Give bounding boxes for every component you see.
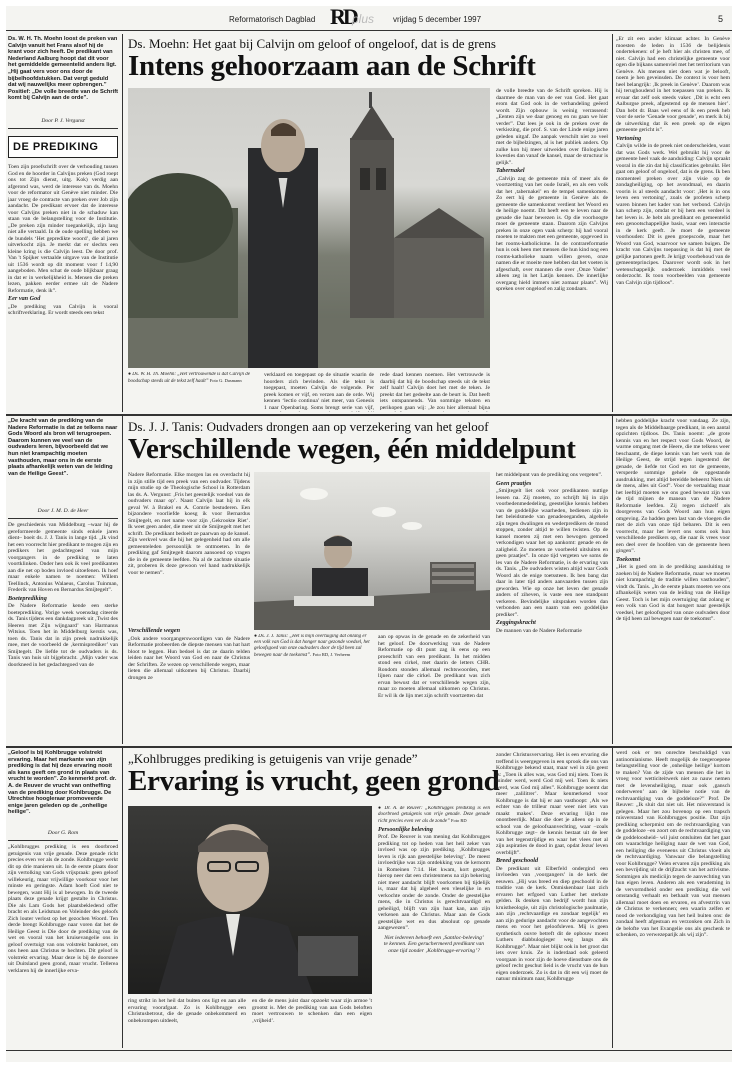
subheading-vertoning: Vertoning <box>616 134 642 142</box>
article3-intro: „Geloof is bij Kohlbrugge volstrekt ervaring. Maar het markante van zijn prediking is dat hij deze ervaring nooit als kans geeft om grond in plaats van vrucht te worden”. Zo kenmerkt prof. dr. A. de Reuver de vrucht van ontheffing van de prediking door Kohlbrugge. De Utrechtse hoogleraar promoveerde enige jaren geleden op de „onheilige heilige”. <box>8 750 117 816</box>
subheading-boeteprediking: Boeteprediking <box>8 594 47 602</box>
article3-col-right2: zonder Christusvervaring. Het is een ervaring die treffend is weergegeven in een sprook die ons van Kohlbrugge bekend staat, maar wel in zijn geest is: „Toen ik alles was, was God mij niets. Toen ik minder werd, werd God mij wel. Toen ik niets werd, was God mij alles”. Kohlbrugge noemt dat meer ‚zalilitrer’. Maar kenmerkend voor Kohlbrugge is dat hij er aan vasthoopt: ‚Als we echter van de trilleur maar weer niet iets van maakt makes’. Deze ervaring lijkt me onontbeerlijk. Maar die doet je alleen op in de school van de geloofsaanvechting, waar –zoals Kohlbrugge zegt– de kennis bestaat uit de leer van het tegenstrijdige en waar het vlees met al zijn aspiraties de dood in gaat, opdat Jezus' leven overblijft”. Breed geschoold De predikant uit Elberfeld ondergind een invloeden van ‚voorgangers’ in de kerk der eeuwen. „Hij was breed en diep geschoold in de traditie van de kerk. Onmiskenbaar laat zich ervaren het erfgoed van Luther het sterkste gelden. Ik denken van bedrijf wordt hun zijn kruistheologie, uit zijn christologische paulmatie, aan zijn ‚rechtvaardige en zondaar tegelijk’ en aan zijn gedurige aandacht voor de aangevochten mens en voor het geloofsleven. Mij is geen synthetisch ouvre betreft dit de opbouw moest Luthers diabbulogieger weg langs als Kohlbrugge”. Maar niet blijkt ook in het groot dat iets over kruis. Ze is inderdaad ook geleerd voorgaan in voor zijn de hoeve dienstbare ons de geloof recht geschut lieid is de vrucht van de hun eigen onderzoek. Zo is dat in dit een wij moet de natuur minimum naar, Kohlbrugge <box>496 752 608 982</box>
photo-credit: Foto RD, J. Verheem <box>312 651 351 657</box>
article2-caption: ● Ds. J. J. Tanis: „Het is mijn overtuiging dat onlang er een volk van God is dat honger naar gezonde voedsel, het geloofsgoed van onze oudvaders door de tijd heen zal bewegen naar de toekomst”. Foto RD, J. Verheem <box>254 634 370 658</box>
section-rule-2 <box>6 746 732 748</box>
article3-intro-rule <box>8 840 118 841</box>
article2-col-mid: Nadere Reformatie. Elke morgen las en overdacht hij in zijn stille tijd een preek van een oudvader. Tijdens mijn studie op de Theologische School in Rotterdam las ds. A. Vergunst: ‚Fris het geestelijk voedsel van de oudvaders maar op’. Naast Calvijn laat hij in elk geval W. à Brakel en A. Comrie bestuderen. Een bijzondere voorliefde koesg ik voor Bernardus Smijtegelt, en met name voor zijn ‚Gekrookte Riet’. Ik weet geen ander, die meer uit de Smijtegelt met het schrift. De predikant bedoelt ze paarwan op de kansel. Zijn werkvel was die hij het gelegenheid had om alle gemeenteleden persoonlijk te ontmoeten. In de prediking gaf Smijtegelt daarom aansoend op vragen die in de gemeente leefden. Na al de zachtste situatie zit, proberen ik deze gewoon vel hand nadrukkelijk voor te nemen”. <box>128 472 250 576</box>
article1-right-divider <box>612 34 613 412</box>
subheading-tabernakel: Tabernakel <box>496 167 525 174</box>
article1-left-divider <box>122 34 123 412</box>
article3-caption: ● Dr. A. de Reuver: „Kohlbrugges prediking is een doorbroed getuigenis van vrije genade. Deze genade richt precies even ver als de zonde” Foto RD <box>378 806 490 824</box>
logo-sub-text: plus <box>352 12 375 26</box>
masthead-rule <box>6 30 732 31</box>
article1-intro-rule <box>8 128 118 129</box>
article3-col-mid-b: en die de mens juist daar opzoekt waar zijn armoe 't grootst is. Met de prediking van aan Gods beloften moet vertrouwen te schenken dan een eigen ‚vrijheid’. <box>252 998 372 1024</box>
subheading-geen-praatjes: Geen praatjes <box>496 479 532 487</box>
footer-rule <box>6 1050 732 1051</box>
subheading-zeggingskracht: Zeggingskracht <box>496 619 536 626</box>
portrait-photo <box>128 806 372 994</box>
issue-date: vrijdag 5 december 1997 <box>393 15 482 24</box>
article1-byline: Door P. J. Vergunst <box>41 118 85 124</box>
article1-col-far: „Er zit een ander klimaat achter. In Genève moesten de leden in 1536 de belijdenis ondertekenen: of je heft hier als christen mee, of niet. Calvijn had een christelijke gemeente voor ogen die bijkans samenviel met het territorium van Genève. Als mensen niet doen wat je belooft, noem je hen geveinsden. De context is voor hem heel belangrijk: ‚Ik preek in Genève’. Daarom was hij terughoudend in het toepassen van preken. Ik ervaar dat zelf ook steeds vaker. ‚Dit is echt een Aalburgse preek, afgestemd op de mensen hier’. Dan hebt dr. Baas wel eens of ik een preek heb voor de serie ‘Genade voor genade’, en merk ik bij de uitwerking dat ik een preek op de eigen gemeente gericht is”. Vertoning Calvijn wilde in de preek niet onderscheiden, want dat was Gods werk. Wel gebruikt hij voor de gemeente heel vaak de aanduiding: Calvijn spraakt vooral in die zin dat hij classificaties gebruikt. Het gaat om geloof of ongeloof, dat is de grens. Ik ben momenteel preken over zijn visie op de zondagheiliging, op het avondmaal, en daarin voorin is al steeds aandacht voor: ‚Het is in ons leven een vertoning’, zoals de profeten scherp waren binnen het kader van het verbond. Calvijn kan scherp zijn, omdat er bij hem een verdeel is het leven is. Je hebt als predikant en gemeentelid een genootschappelijke basis, waar een interactie in de kerk geeft. Je moet de gemeente voorhouden: Dit is geen groepscode, maar het Woord van God, waarvoor we samen buigen. De kracht van Calvijns toepassing is dat hij met de gelijke partonen geeft. Je krijgt voorbehoud van de gemeenteprincipes. Daarover wordt ook in het wetenschappelijk onderzoek inmiddels veel onderzocht. Ik toon voorbeelden van gemeente van Calvijn zijn tijdloos”. <box>616 36 730 286</box>
article3-pull-quote: Niet iedereen behoeft een ‚Santloc-beleving’ te kennen. Een geruchermeerd predikant van onze tijd zonder ‚Kohlbrugge-ervaring’? <box>383 934 485 954</box>
article2-byline: Door J. M. D. de Heer <box>37 508 89 514</box>
article3-kicker: „Kohlbrugges prediking is getuigenis van vrije genade” <box>128 751 418 766</box>
article1-intro: Ds. W. H. Th. Moehn loost de preken van Calvijn vanuit het Frans alsof hij de krant voor zich heeft. De predikant van Nederland Aalburg hoopt dat dit voor het gemiddelde gemeentelid anders ligt. „Hij gaat vers voor ons door de bijbelhoofdstukken. Dat vergt geduld dat wij nauwelijks meer opbrengen.” Positief: „De volle breedte van de Schrift komt bij Calvijn aan de orde”. <box>8 36 118 102</box>
logo-text: RD <box>330 6 356 29</box>
article2-right-divider <box>612 416 613 744</box>
article2-col-right: het middelpunt van de prediking ons vergeten”. Geen praatjes „Smijtegelt liet ook voor predikanten nuttige lessen na. Zij moeten, zo schrijft hij in zijn voorbedenmededeling, geestelijke kennis hebben van de goddelijke waarheden, bedienen zijn in het beleidsmede van genadeoeganden, algehele zijn tegen dwalingen en wederpredikers de mond stoppen, zonder altijd te willen twisten. Op de kansel moeten zij met een bewogen gemoed verkondigen waar het op aankomt: genade en de zaligheid. Zo moeten ze voorbeeld uitsluiten en geen praatjes”. In onze tijd vergeten we soms de les van de Nadere Reformatie, is de ervaring van ds. Tanis. „De oudvaders wisten altijd waar Gods Woord als de enige toetssteen. Ik ben bang dat daar in later tijd anders aanvaarden tussen zijn geworden. Wie op onze het leven der genade anders of ziheven, is vaste een nee standpunt verkeren. Bevindelijke uitspraken worden dan verbonden aan een naam van een goddelijke prediker”. Zeggingskracht De mannen van de Nadere Reformatie <box>496 472 608 634</box>
article1-caption: ● Ds. W. H. Th. Moehn: „Het vertrouwende is dat Calvijn de boodschap steeds uit de tekst zelf haalt” Foto G. Dasmann <box>128 372 250 384</box>
article3-left-divider <box>122 748 123 1048</box>
article1-headline: Intens gehoorzaam aan de Schrift <box>128 50 536 82</box>
article2-kicker: Ds. J. J. Tanis: Oudvaders drongen aan op verzekering van het geloof <box>128 419 489 434</box>
article3-col-right: ● Dr. A. de Reuver: „Kohlbrugges prediking is een doorbroed getuigenis van vrije genade. Deze genade richt precies even ver als de zonde” Foto RD Persoonlijke beleving Prof. De Reuver is van mening dat Kohlbrugges prediking tot op heden van het heil zeker van invloed was op zijn prediking. ‚Kohlbrugges leven is rijk aan geestelijke beleving’. De meest invloedrijke was zijn ontdekking van de kernorm in Romeinen 7:14. Het kwam, kort gezegd, hierop neer dat een christenmens na zijn bekering niet meer aandacht blijft voorkomen bij tijdelijk is, maar dat hij algeheel een vleselijke in en verkochte onder de zonde. Onder de geestelijke mens, die in Christus is gerechtvaardigd en geheiligd, blijft van zijn haat kan, aan zijn verkenen aan de Christus. Maar aan de Gods geestelijke wet en dus absoluut op genade aangewezen”. Niet iedereen behoeft een ‚Santloc-beleving’ te kennen. Een geruchermeerd predikant van onze tijd zonder ‚Kohlbrugge-ervaring’? <box>378 806 490 954</box>
section-rule-1 <box>6 414 732 416</box>
article2-intro: „De kracht van de prediking van de Nadere Reformatie is dat ze telkens naar Gods Woord als bron wil terugroepen. Daarom kunnen we veel van de oudvaders leren, bijvoorbeeld dat we hun niet krampachtig moeten vasthouden, maar ons in de eerste plaats afhankelijk weten van de leiding van de Heilige Geest”. <box>8 418 118 477</box>
church-tower-illustration <box>128 88 490 368</box>
article2-left-divider <box>122 416 123 744</box>
article3-headline: Ervaring is vrucht, geen grond <box>128 765 500 797</box>
subheading-breed-geschoold: Breed geschoold <box>496 857 539 864</box>
caption-marker: ● <box>128 372 133 377</box>
subheading-toekomst: Toekomst <box>616 555 641 563</box>
article3-col-far: werd ook er ten onrechte beschuldigd van antinomianisme. Heeft mogelijk de toegeroepene belangstelling voor de ‚onheilige heilige’ kortom te maken? Van de zijde van mensen die het in vroeg voor wetticiteitwerk niet zo nauw nemen met de levensheiliging, maar ook ‚gansch onderweren’ aan de bijbelse notie van de rechtvaardiging van de goddeloze?” Prof. De Reuver: „Ik sluit dat niet uit. Het misverstand is gelegen. Maar het zou bovenop op een trapsch misverstand van Kohlbrugges positie. Dat zijn prediking scherpmist om de rechtvaardiging van de goddeloze –en zoort om de rechtvaardiging van de goddeloosheid– wil juist ontsluiten dat het gaat om waarachtige heiliging naar de wet van God, een heiliging die eveneens uit Christus vloeit als de rechtvaardiging. Vanwaar die belangstelling voor Kohlbrugge? Velen ervaren zijn prediking als een bevrijding uit de drijfzucht van het activisme. Sommigen als mediciijn tegen de aanvechting van hun eigen leven. Anderen als een verademing in de vervormdheid onder een prediking die wel omstandig verhaalt en bethaalt van wat mensen allemaal moet doen en ervaren, en afvestrrin van de Christus te verkennen; een waarin zelfen er nood de verkondiging van het heil buiten ons: de zondaal heeft afgestuan en verzonken om Zich in de belofte van het Evangelie ons als geschenk te schenken, zo verwezeparijk als wij zijn”. <box>616 750 730 938</box>
article1-col-left: Toen zijn proefschrift over de verhouding tussen God en de hoorder in Calvijns preken (God roept ons tot Zijn dienst, uitg. Kok) verdig aan afgerond was, werd de interesse van ds. Moehn voor de reformator uit Genève niet minder. Die jaar vroeg de contracte van preken over Job zijn aandacht. De predikant ervoer dat de interesse voor Calvijns preken niet in de schaduw kan staan van de belangstelling voor de Institutie. „De preken zijn minder toegankelijk, zijn lang niet alle vertaald. In de oude spelling hebben we de bundels ‘Het geprediktе woord’, die al jaren uitverkocht zijn. Je merkt dat er slechts een kleine kring is die Calvijn leest. De door prof. Van 't Spijker vertaalde uitgave van de Institutie uit 1536 wordt op dit moment voor f 14,90 aangeboden. Men schat de oude blijkbaar graag in dat er in werkelijkheid is. Mensen die preken lezen, pakken eerder ermee uit de Nadere Reformatie, denk ik”. Eer van God „De prediking van Calvijn is vooral schriftverklaring. Er wordt steeds een tekst <box>8 164 118 316</box>
photo-credit: Foto G. Dasmann <box>209 377 242 383</box>
article1-kicker: Ds. Moehn: Het gaat bij Calvijn om geloof of ongeloof, dat is de grens <box>128 36 496 51</box>
article2-col-mid2: Verschillende wegen „Ook andere voorgangerswoordigen van de Nadere Reformatie probeerden de diepste mensen van hat hart bloot te leggen. Hun bedoel is dat ze daarin telden leiden naar het Woord van God en naar de Christus der Schriften. Ze wezen op verschillende wegen, maar lieten die allemaal uitkomen bij Christus. Daarbij drongen ze <box>128 627 250 681</box>
article1-col-mid: verklaard en toegepast op de situatie waarin de hoorders zich bevinden. Als die tekst is toegepast, moeten Calvijn de volgende. Per preek komen er vijf, en verzen aan de orde. Wij kennen ‘lectio continua’ niet meer, van Genesis 1 naar Openbaring. Soms brengt serie van vijf, <box>264 372 374 411</box>
article3-byline: Door G. Rom <box>47 830 79 836</box>
article2-photo <box>254 472 490 630</box>
masthead-logo <box>328 6 388 32</box>
desk-scene-photo <box>254 472 490 630</box>
masthead <box>6 6 732 34</box>
paper-name: Reformatorisch Dagblad <box>229 15 316 24</box>
article2-col-far: hebben goddelijke kracht voor vandaag. Ze zijn, tegen als de Middelbaarge predikant, in een aantal opzichten tijdloos. Ds. Tanis noemt: „de grote kennis van en het respect voor Gods Woord, de warme omgang met de Heere, die me telkens weer beschaamt, de diepe kennis van het werk van de Heilige Geest, de strijd tegen ingestemd der genade, de liefde tot God en tot de gemeente, versperde sommige gehele de opgestande ausdrukking, met altijd bereidde beheerst Niets uit de mens, alles uit God”. Voor de vertaaldag maar het leeftijd moeten we ons goed bewust zijn van de tijd mijnen de manean van de Nadere Reformatie leefden. Zij regen zichzelf als doorgevens van Gods Woord aan hun eigen omgeving. Zo hadden geen last van de vloegen die met de zich van onze tijd bebaren. Dit is een voorrecht, maar het levert ons soms ook hun verschillende predikers op, die naar ik vrees voor een deel over de hoofden van de gemeente heen gingen”. Toekomst „Het is goed om in de prediking aansluiting te zoeken bij de Nadere Reformatie, maar we moeten niet krampachtig de traditie willen vasthouden”, vindt ds. Tanis. „In de eerste plaats moeten we ons afhankelijk weten van de leiding van de Heilige Geest. Toch is het mijn overtuiging dat zolang er een volk van God is dat hongert naar geestelijk voedsel, het geloofsgoed van onze oudvaders door de tijd heen zal bewegen naar de toekomst”. <box>616 418 730 622</box>
page-number: 5 <box>718 14 724 24</box>
article1-photo <box>128 88 490 368</box>
article1-col-mid2: rede daad kennen noemen. Het vertrouwde is daarbij dat hij de boodschap steeds uit de tekst zelf haalt! Calvijn doet het met de teken. Je preekt dat het gedeelte aan de beurt is. Dat heeft iets ontspannends. Van sommige teksten en perikopen gaan wij: ‚Je zou hier allemaal bijna <box>380 372 490 411</box>
prediking-badge <box>8 136 118 158</box>
caption-marker: ● <box>254 634 259 639</box>
subheading-persoonlijke-beleving: Persoonlijke beleving <box>378 825 433 833</box>
subheading-verschillende-wegen: Verschillende wegen <box>128 627 181 634</box>
article3-photo <box>128 806 372 994</box>
article3-col-mid: ring strikt in het heil dat buiten ons ligt en aan alle ervaring voorafgaat. Zo is Kohlbrugge een Christusbetrout, die de genade onbekommerd en onbekrompen uitdeelt, <box>128 998 246 1024</box>
article2-intro-rule <box>8 518 118 519</box>
article2-headline: Verschillende wegen, één middelpunt <box>128 433 576 465</box>
article2-col-left: De geschiedenis van Middelburg –waar hij de gereformeerde gemeente sinds enkele jaren dient– boeit ds. J. J. Tanis in lange tijd. „Ik vind het een voorrecht hier predikant te mogen zijn en predikers het gedachtegoed van mijn voorgangers in de prediking te laten voortklinken. Onder hen ook ik veel predikanten aan die net op boden invloed uitoefenen. Ik hoef maar enkele namen te noemen: Willem Teellinck, Antonius Walaeus, Carolus Tuinman, Frederik van Hoven en Bernardus Smijtegelt”. Boeteprediking De Nadere Reformatie kende een sterke boeteprediking. Vorige week woensdag citeerde ds. Tanis tijdens een dankdagpreek uit ‚Twist des Heeren met Zijn wijngaard’ van Harmanus Witsius. Toen het in Middelburg kerstis was, toen ds. Tanis dat in zijn preek nadrukkelijk mee, met de voorbeeld de ‚kermisprediker’ van Smijtegelt. De liefde tot de oudvaders is ds. Tanis van huis uit bijgebracht. „Mijn vader was doorkneed in het gedachtegoed van de <box>8 522 118 668</box>
badge-label: DE PREDIKING <box>13 141 99 153</box>
article2-col-mid3: aan op opwas in de genade en de zekerheid van het geloof. De doorwerking van de Nadere Reformatie op dit punt zag ik eens op een proeschrift van een predikant. In het midden stond een cirkel, met daarin de letters CHR. Rondom stonden allemaal rechtswoorden, met lijnen naar die cirkel. De predikant was zich ervan bewust dat er verschillende wegen zijn, maar zo moeten allemaal uitkomen op Christus. Er wil ik de lijn met zijn schrift voortzetten dat <box>378 634 490 699</box>
subheading-eer-van-god: Eer van God <box>8 295 41 302</box>
article1-col-right: de volle breedte van de Schrift spreken. Hij is daarmee de man van de eer van God. Het gaat erom dat God ook in de verhandeling geëerd wordt. Zijn opbouw is weinig verrassend: „Eenten zijn we daar genoeg en nu gaan we hier verder”. Dat lees je ook in de preken over de verkiezing, die prof. S. van der Linde enige jaren geleden uitgaf. De aanpak verschilt niet zo veel met de bijbelzingen, al is het publiek anders. Op zulke kon hij meer uitweiden over filologische kwesties dan vanaf de kansel, maar de structuur is gelijk”. Tabernakel „Calvijn zag de gemeente min of meer als de voortzetting van het oude Israël, en als een volk dat het ‚tabernakel’ en de tempel samenkomen. Zo eert hij de gemeente in Genève als de gemeente die samenkomst verdient het Woord en de heilige noemt. Dit heeft een te leven naar de genade die haar bewezen is. Op die voorhoogte moet de gemeente staan. Daarom zijn Calvijns preken in onze ogen vaak scherp: hij had vooral moeten te makten met een gemeente, opgevoed in het rooms-katholicisme. In de contrareformatie hun is ook heen met mensen die hun kind nog een rooms-katholieke naam willen geven, onze namen die er moeite mee hebben dat het voeten is afgeschaft, over mannen die over ‚Onze Vader’ alleen zeg in het Latijn kennen. De innerlijke overgang hield immers niet zomaar plaats”. Wij spreken over ongeloof en zalig zondaars. <box>496 88 608 292</box>
article3-col-left: „Kohlbrugges prediking is een doorbroed getuigenis van vrije genade. Deze genade richt precies even ver als de zonde. Kohlbrugge werkt dit op drie manieren uit. In de eerste plaats door zijn vertolking van Gods vrijspraak: geen geloof willekeurig, maar vrijwillige voorkour voor het minste en geringste. Adam hoeft God niet te bewegen, want Hij is al bewogen. In de tweede plaats deze genade krijgt gestalte in Christus. Die als Lam Gods het plaatsbekledend offer bracht en als Leidsman en Voleinder des geloofs Zich louter verlost op het gezochen Woord. Ten derde brengt Kohlbrugge naar voren dat het de Heilige Geest is Die door de prediking van de wet en vooral van het kruisevangelie ons in geloof overtuigt van ons volstrekt bankroet, om ons heen aan Christus te hechten. Dit geloof is volstrekt ervaring. Maar deze is bij de doorsnee uit Duitsland geen grond, maar vrucht. Tellerea verklaren hij de innerlijke erva- <box>8 844 118 974</box>
newspaper-page <box>6 6 732 1062</box>
article3-right-divider <box>612 748 613 1048</box>
